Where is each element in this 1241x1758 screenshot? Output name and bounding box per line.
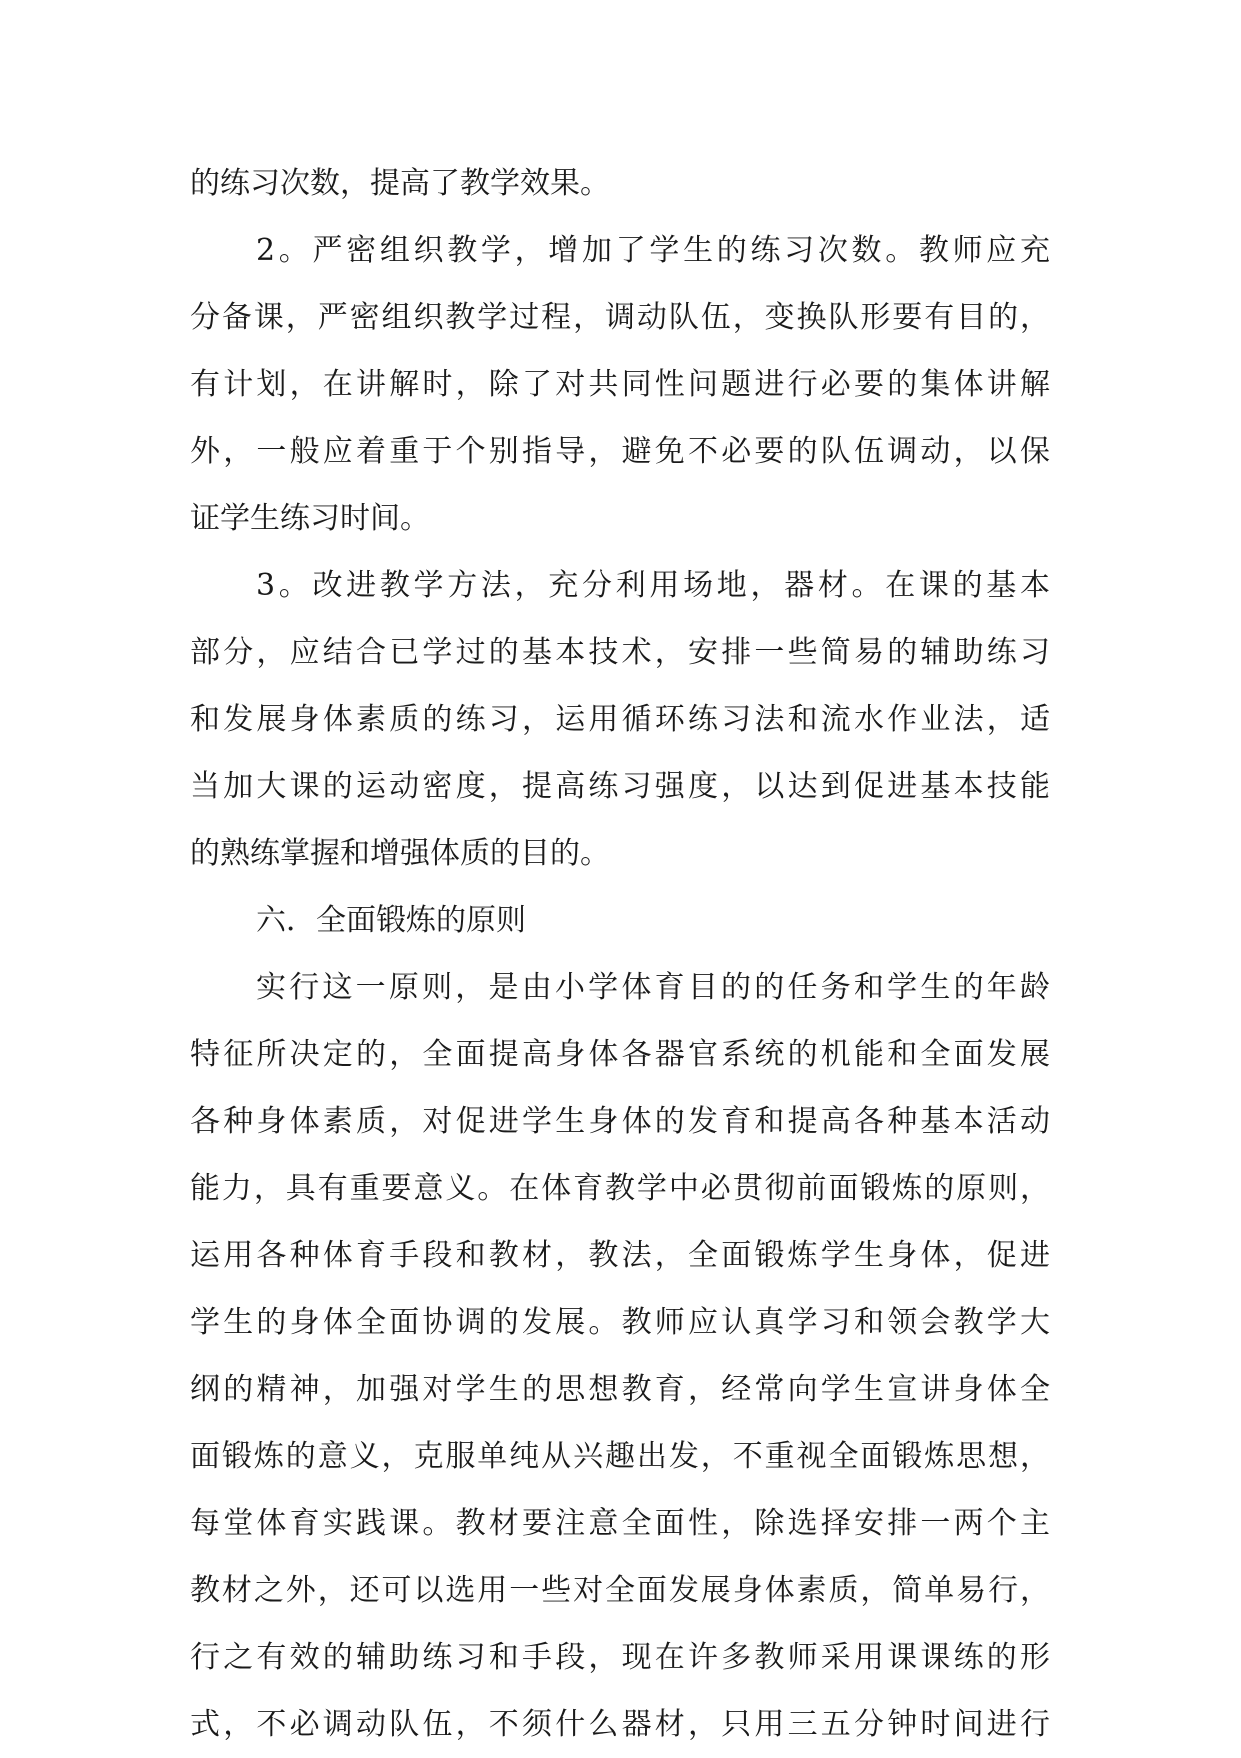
text-line: 有计划，在讲解时，除了对共同性问题进行必要的集体讲解 bbox=[190, 367, 1050, 402]
text-line: 和发展身体素质的练习，运用循环练习法和流水作业法，适 bbox=[190, 702, 1050, 737]
text-line: 2。严密组织教学，增加了学生的练习次数。教师应充 bbox=[256, 233, 1050, 268]
text-line: 每堂体育实践课。教材要注意全面性，除选择安排一两个主 bbox=[190, 1506, 1050, 1541]
text-line: 3。改进教学方法，充分利用场地，器材。在课的基本 bbox=[256, 568, 1050, 603]
text-line: 教材之外，还可以选用一些对全面发展身体素质，简单易行， bbox=[190, 1573, 1050, 1608]
text-line: 能力，具有重要意义。在体育教学中必贯彻前面锻炼的原则， bbox=[190, 1171, 1050, 1206]
text-line: 各种身体素质，对促进学生身体的发育和提高各种基本活动 bbox=[190, 1104, 1050, 1139]
document-body bbox=[190, 150, 1050, 1758]
text-line: 的熟练掌握和增强体质的目的。 bbox=[190, 836, 610, 871]
text-line: 部分，应结合已学过的基本技术，安排一些简易的辅助练习 bbox=[190, 635, 1050, 670]
text-line: 行之有效的辅助练习和手段，现在许多教师采用课课练的形 bbox=[190, 1640, 1050, 1675]
text-line: 证学生练习时间。 bbox=[190, 501, 430, 536]
text-line: 式，不必调动队伍，不须什么器材，只用三五分钟时间进行 bbox=[190, 1707, 1050, 1742]
text-line: 分备课，严密组织教学过程，调动队伍，变换队形要有目的， bbox=[190, 300, 1050, 335]
section-heading: 六．全面锻炼的原则 bbox=[256, 903, 526, 938]
text-line: 纲的精神，加强对学生的思想教育，经常向学生宣讲身体全 bbox=[190, 1372, 1050, 1407]
text-line: 的练习次数，提高了教学效果。 bbox=[190, 166, 610, 201]
text-line: 当加大课的运动密度，提高练习强度，以达到促进基本技能 bbox=[190, 769, 1050, 804]
text-line: 运用各种体育手段和教材，教法，全面锻炼学生身体，促进 bbox=[190, 1238, 1050, 1273]
text-line: 实行这一原则，是由小学体育目的的任务和学生的年龄 bbox=[256, 970, 1050, 1005]
text-line: 特征所决定的，全面提高身体各器官系统的机能和全面发展 bbox=[190, 1037, 1050, 1072]
text-line: 学生的身体全面协调的发展。教师应认真学习和领会教学大 bbox=[190, 1305, 1050, 1340]
text-line: 面锻炼的意义，克服单纯从兴趣出发，不重视全面锻炼思想， bbox=[190, 1439, 1050, 1474]
text-line: 外，一般应着重于个别指导，避免不必要的队伍调动，以保 bbox=[190, 434, 1050, 469]
